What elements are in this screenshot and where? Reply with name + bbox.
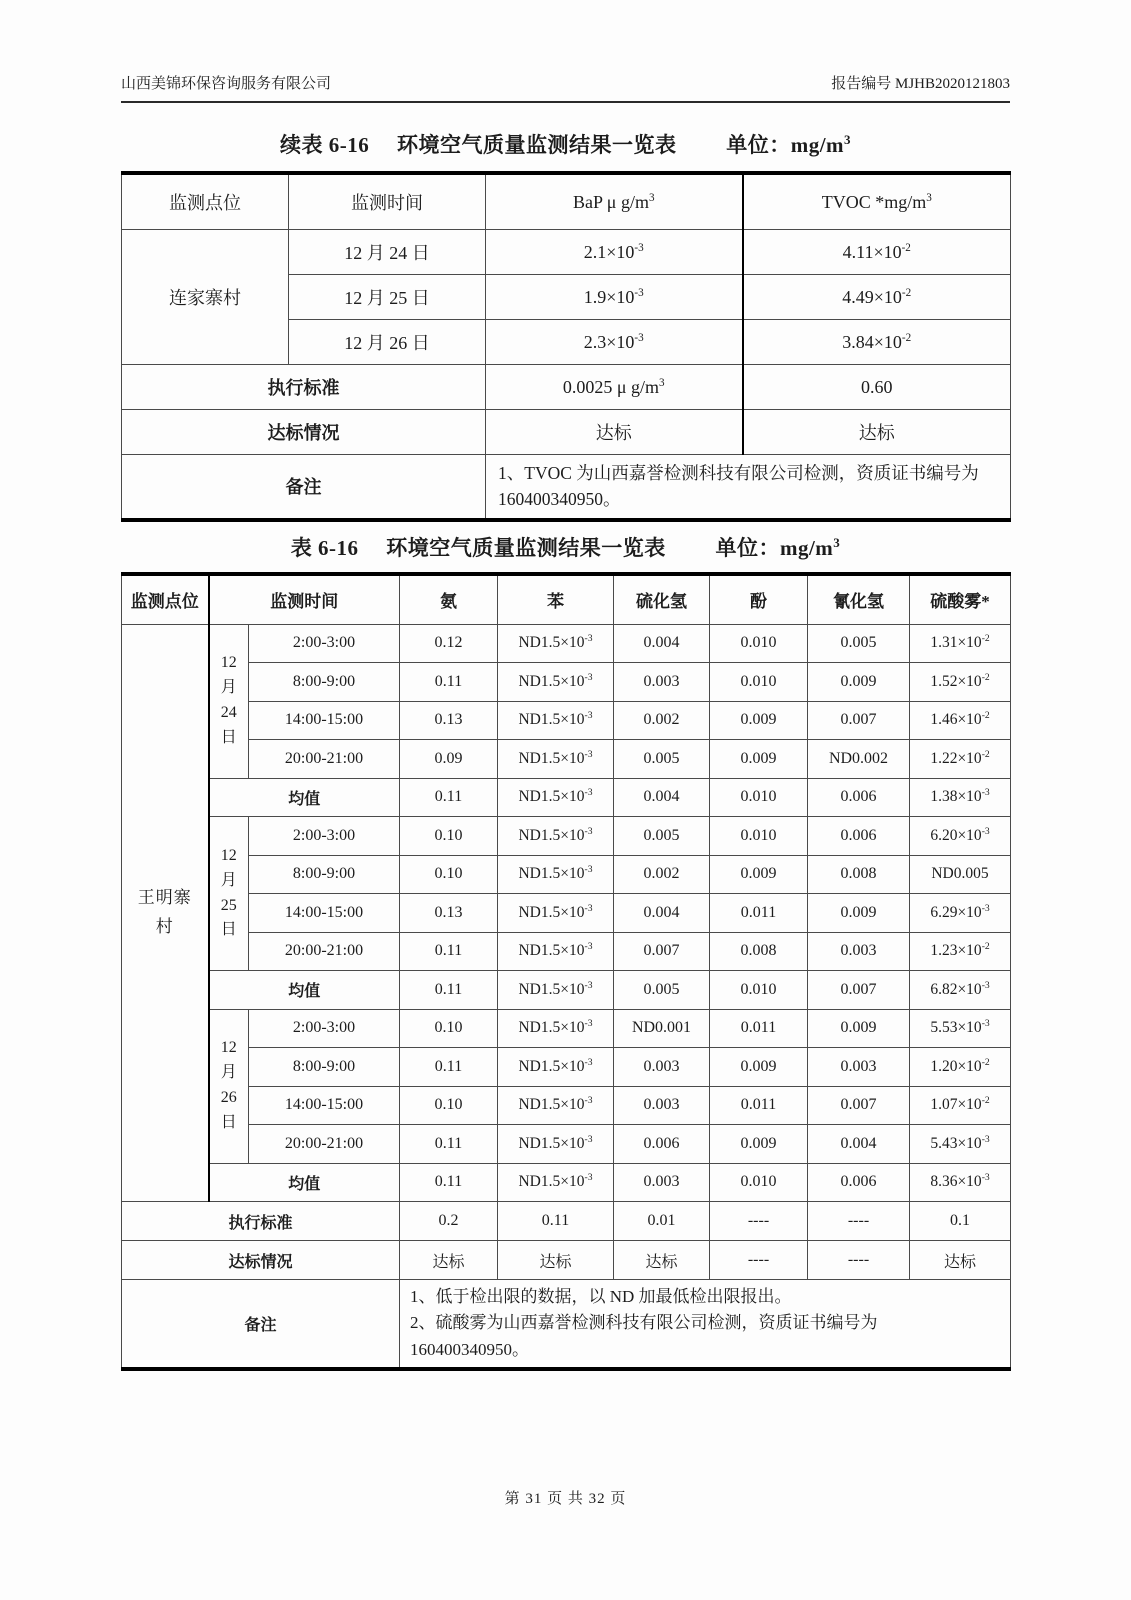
time-cell: 20:00-21:00 xyxy=(249,740,400,779)
date-line: 12 xyxy=(220,1039,237,1057)
value-cell: $ND1.5\times 10^{-3}$ xyxy=(498,932,614,971)
value-cell: 0.010 xyxy=(710,663,808,702)
table1-compliance-row xyxy=(122,410,1011,455)
compliance-value-cell: ---- xyxy=(710,1241,808,1280)
value-cell: $1.20\times 10^{-2}$ xyxy=(910,1048,1011,1087)
value-cell: 0.004 xyxy=(808,1125,910,1164)
standard-label: 执行标准 xyxy=(122,1202,400,1241)
standard-bap-cell: 0.0025 μ $g/m^3$ xyxy=(486,365,743,410)
value-cell: 0.010 xyxy=(710,624,808,663)
table2-mean-row xyxy=(122,778,1011,817)
page-header xyxy=(121,0,1010,103)
value-cell: $ND1.5\times 10^{-3}$ xyxy=(498,855,614,894)
table2-header-hcn: 氰化氢 xyxy=(808,574,910,625)
time-cell: 2:00-3:00 xyxy=(249,624,400,663)
value-cell: 0.009 xyxy=(710,855,808,894)
time-cell: 14:00-15:00 xyxy=(249,894,400,933)
value-cell: 0.10 xyxy=(400,1086,498,1125)
table1-title-prefix: 续表 6-16 xyxy=(279,133,370,157)
table1-row xyxy=(122,230,1011,275)
mean-value-cell: 0.003 xyxy=(614,1163,710,1202)
value-cell: 0.004 xyxy=(614,624,710,663)
table2-mean-row xyxy=(122,971,1011,1010)
value-cell: 0.005 xyxy=(614,740,710,779)
date-line: 12 xyxy=(220,846,237,864)
time-cell: 14:00-15:00 xyxy=(249,1086,400,1125)
table2-title xyxy=(121,532,1010,562)
value-cell: 0.007 xyxy=(614,932,710,971)
compliance-value-cell: 达标 xyxy=(400,1241,498,1280)
mean-value-cell: 0.11 xyxy=(400,1163,498,1202)
table2-row xyxy=(122,932,1011,971)
value-cell: 0.10 xyxy=(400,817,498,856)
value-cell: $ND1.5\times 10^{-3}$ xyxy=(498,894,614,933)
table2-header-h2s: 硫化氢 xyxy=(614,574,710,625)
table1-title-unit: 单位：$mg/m^3$ xyxy=(726,132,852,157)
value-cell: 0.007 xyxy=(808,1086,910,1125)
table1-standard-row xyxy=(122,365,1011,410)
mean-value-cell: $ND1.5\times 10^{-3}$ xyxy=(498,778,614,817)
table2-row xyxy=(122,894,1011,933)
value-cell: 0.003 xyxy=(614,663,710,702)
value-cell: $1.23\times 10^{-2}$ xyxy=(910,932,1011,971)
table2-compliance-row xyxy=(122,1241,1011,1280)
tvoc-value-cell: $4.11\times 10^{-2}$ xyxy=(743,230,1011,275)
table2-header-phenol: 酚 xyxy=(710,574,808,625)
value-cell: $5.43\times 10^{-3}$ xyxy=(910,1125,1011,1164)
table2-row xyxy=(122,663,1011,702)
date-line: 日 xyxy=(220,921,237,939)
value-cell: 0.13 xyxy=(400,894,498,933)
standard-label: 执行标准 xyxy=(122,365,486,410)
table2-title-prefix: 表 6-16 xyxy=(290,535,359,560)
value-cell: 0.011 xyxy=(710,1086,808,1125)
compliance-value-cell: ---- xyxy=(808,1241,910,1280)
remark-line: 2、硫酸雾为山西嘉誉检测科技有限公司检测，资质证书编号为 160400340950。 xyxy=(410,1313,878,1359)
company-name: 山西美锦环保咨询服务有限公司 xyxy=(121,76,332,92)
standard-value-cell: 0.1 xyxy=(910,1202,1011,1241)
date-cell: 12 月 24 日 xyxy=(289,230,486,275)
value-cell: ND0.002 xyxy=(808,740,910,779)
mean-value-cell: 0.006 xyxy=(808,778,910,817)
value-cell: 0.11 xyxy=(400,932,498,971)
time-cell: 8:00-9:00 xyxy=(249,1048,400,1087)
table1-remark-row xyxy=(122,455,1011,520)
value-cell: $ND1.5\times 10^{-3}$ xyxy=(498,663,614,702)
table2-remark-row xyxy=(122,1280,1011,1370)
value-cell: 0.009 xyxy=(710,701,808,740)
value-cell: ND0.001 xyxy=(614,1009,710,1048)
date-cell: 12 月 25 日 xyxy=(289,275,486,320)
value-cell: 0.10 xyxy=(400,1009,498,1048)
table1-header-tvoc: TVOC $*mg/m^3$ xyxy=(743,173,1011,230)
table1-header-bap: BaP μ $g/m^3$ xyxy=(486,173,743,230)
value-cell: 0.006 xyxy=(808,817,910,856)
value-cell: 0.09 xyxy=(400,740,498,779)
table1-header-row xyxy=(122,173,1011,230)
table1-title-main: 环境空气质量监测结果一览表 xyxy=(396,133,677,157)
compliance-bap-cell: 达标 xyxy=(486,410,743,455)
value-cell: 0.009 xyxy=(710,1048,808,1087)
table2-title-main: 环境空气质量监测结果一览表 xyxy=(386,535,666,560)
date-line: 月 xyxy=(220,679,237,697)
table1-header-time: 监测时间 xyxy=(289,173,486,230)
mean-label: 均值 xyxy=(209,971,400,1010)
value-cell: 0.003 xyxy=(808,1048,910,1087)
value-cell: 0.002 xyxy=(614,855,710,894)
value-cell: $6.20\times 10^{-3}$ xyxy=(910,817,1011,856)
time-cell: 8:00-9:00 xyxy=(249,663,400,702)
mean-value-cell: 0.007 xyxy=(808,971,910,1010)
mean-value-cell: 0.006 xyxy=(808,1163,910,1202)
mean-value-cell: $1.38\times 10^{-3}$ xyxy=(910,778,1011,817)
compliance-value-cell: 达标 xyxy=(498,1241,614,1280)
value-cell: 0.11 xyxy=(400,1125,498,1164)
date-line: 25 xyxy=(220,896,237,914)
mean-value-cell: 0.010 xyxy=(710,971,808,1010)
value-cell: $ND1.5\times 10^{-3}$ xyxy=(498,1009,614,1048)
bap-value-cell: $1.9\times 10^{-3}$ xyxy=(486,275,743,320)
date-line: 12 xyxy=(220,654,237,672)
date-line: 月 xyxy=(220,1064,237,1082)
compliance-value-cell: 达标 xyxy=(910,1241,1011,1280)
value-cell: 0.005 xyxy=(614,817,710,856)
value-cell: $5.53\times 10^{-3}$ xyxy=(910,1009,1011,1048)
table2-header-site: 监测点位 xyxy=(122,574,209,625)
table2-standard-row xyxy=(122,1202,1011,1241)
value-cell: 0.003 xyxy=(614,1048,710,1087)
value-cell: 0.11 xyxy=(400,663,498,702)
page-footer xyxy=(0,1487,1131,1508)
tvoc-value-cell: $4.49\times 10^{-2}$ xyxy=(743,275,1011,320)
bap-value-cell: $2.1\times 10^{-3}$ xyxy=(486,230,743,275)
value-cell: $ND1.5\times 10^{-3}$ xyxy=(498,624,614,663)
mean-value-cell: 0.005 xyxy=(614,971,710,1010)
mean-value-cell: 0.004 xyxy=(614,778,710,817)
mean-value-cell: $6.82\times 10^{-3}$ xyxy=(910,971,1011,1010)
report-number: 报告编号 MJHB2020121803 xyxy=(831,76,1010,92)
mean-value-cell: $ND1.5\times 10^{-3}$ xyxy=(498,1163,614,1202)
standard-value-cell: 0.2 xyxy=(400,1202,498,1241)
table1-header-site: 监测点位 xyxy=(122,173,289,230)
value-cell: 0.009 xyxy=(710,740,808,779)
value-cell: 0.009 xyxy=(710,1125,808,1164)
time-cell: 20:00-21:00 xyxy=(249,932,400,971)
table2-row xyxy=(122,1009,1011,1048)
value-cell: 0.009 xyxy=(808,663,910,702)
compliance-label: 达标情况 xyxy=(122,410,486,455)
value-cell: $ND1.5\times 10^{-3}$ xyxy=(498,817,614,856)
value-cell: $1.22\times 10^{-2}$ xyxy=(910,740,1011,779)
mean-value-cell: 0.010 xyxy=(710,1163,808,1202)
value-cell: $ND1.5\times 10^{-3}$ xyxy=(498,1125,614,1164)
date-line: 26 xyxy=(220,1089,237,1106)
bap-value-cell: $2.3\times 10^{-3}$ xyxy=(486,320,743,365)
table2-header-time: 监测时间 xyxy=(209,574,400,625)
remark-label: 备注 xyxy=(122,1280,400,1370)
value-cell: 0.011 xyxy=(710,894,808,933)
value-cell: 0.003 xyxy=(614,1086,710,1125)
date-cell: 12 月 26 日 xyxy=(289,320,486,365)
remark-text: 1、TVOC 为山西嘉誉检测科技有限公司检测，资质证书编号为 160400340950。 xyxy=(486,455,1011,520)
remark-line: 1、低于检出限的数据，以 ND 加最低检出限报出。 xyxy=(410,1287,792,1306)
value-cell: 0.11 xyxy=(400,1048,498,1087)
value-cell: 0.006 xyxy=(614,1125,710,1164)
date-line: 月 xyxy=(220,871,237,889)
value-cell: 0.009 xyxy=(808,894,910,933)
standard-value-cell: 0.11 xyxy=(498,1202,614,1241)
value-cell: 0.011 xyxy=(710,1009,808,1048)
date-line: 日 xyxy=(220,1113,237,1131)
mean-value-cell: 0.010 xyxy=(710,778,808,817)
mean-value-cell: 0.11 xyxy=(400,778,498,817)
date-cell xyxy=(209,1009,249,1163)
value-cell: 0.008 xyxy=(808,855,910,894)
value-cell: $1.31\times 10^{-2}$ xyxy=(910,624,1011,663)
value-cell: 0.12 xyxy=(400,624,498,663)
compliance-tvoc-cell: 达标 xyxy=(743,410,1011,455)
table2-row xyxy=(122,1048,1011,1087)
site-cell: 王明寨村 xyxy=(122,624,209,1202)
table2-row xyxy=(122,1086,1011,1125)
mean-label: 均值 xyxy=(209,778,400,817)
table2-header-nh3: 氨 xyxy=(400,574,498,625)
mean-value-cell: 0.11 xyxy=(400,971,498,1010)
value-cell: 0.005 xyxy=(808,624,910,663)
value-cell: 0.004 xyxy=(614,894,710,933)
value-cell: $ND1.5\times 10^{-3}$ xyxy=(498,1086,614,1125)
value-cell: 0.008 xyxy=(710,932,808,971)
standard-value-cell: ---- xyxy=(808,1202,910,1241)
value-cell: 0.13 xyxy=(400,701,498,740)
table1-title xyxy=(121,129,1010,159)
value-cell: 0.009 xyxy=(808,1009,910,1048)
date-line: 日 xyxy=(220,728,237,746)
table2-header-row xyxy=(122,574,1011,625)
table2-row xyxy=(122,624,1011,663)
table2-row xyxy=(122,817,1011,856)
standard-tvoc-cell: 0.60 xyxy=(743,365,1011,410)
date-cell xyxy=(209,624,249,778)
standard-value-cell: 0.01 xyxy=(614,1202,710,1241)
value-cell: 0.002 xyxy=(614,701,710,740)
value-cell: $ND1.5\times 10^{-3}$ xyxy=(498,701,614,740)
value-cell: $1.52\times 10^{-2}$ xyxy=(910,663,1011,702)
value-cell: ND0.005 xyxy=(910,855,1011,894)
remark-text xyxy=(400,1280,1011,1370)
standard-value-cell: ---- xyxy=(710,1202,808,1241)
table2-row xyxy=(122,740,1011,779)
time-cell: 14:00-15:00 xyxy=(249,701,400,740)
time-cell: 2:00-3:00 xyxy=(249,1009,400,1048)
table2-row xyxy=(122,701,1011,740)
table2-row xyxy=(122,855,1011,894)
table2-header-benzene: 苯 xyxy=(498,574,614,625)
value-cell: $1.46\times 10^{-2}$ xyxy=(910,701,1011,740)
value-cell: 0.10 xyxy=(400,855,498,894)
table2-header-h2so4-mist: 硫酸雾* xyxy=(910,574,1011,625)
mean-label: 均值 xyxy=(209,1163,400,1202)
compliance-value-cell: 达标 xyxy=(614,1241,710,1280)
table2-title-unit: 单位：$mg/m^3$ xyxy=(715,534,841,560)
air-quality-table-continued xyxy=(121,171,1011,522)
value-cell: 0.007 xyxy=(808,701,910,740)
site-cell: 连家寨村 xyxy=(122,230,289,365)
tvoc-value-cell: $3.84\times 10^{-2}$ xyxy=(743,320,1011,365)
value-cell: $1.07\times 10^{-2}$ xyxy=(910,1086,1011,1125)
compliance-label: 达标情况 xyxy=(122,1241,400,1280)
time-cell: 8:00-9:00 xyxy=(249,855,400,894)
table2-row xyxy=(122,1125,1011,1164)
remark-label: 备注 xyxy=(122,455,486,520)
value-cell: $6.29\times 10^{-3}$ xyxy=(910,894,1011,933)
value-cell: $ND1.5\times 10^{-3}$ xyxy=(498,740,614,779)
date-cell xyxy=(209,817,249,971)
page-number: 第 31 页 共 32 页 xyxy=(504,1491,627,1507)
value-cell: 0.003 xyxy=(808,932,910,971)
table2-mean-row xyxy=(122,1163,1011,1202)
air-quality-table xyxy=(121,572,1011,1372)
value-cell: 0.010 xyxy=(710,817,808,856)
value-cell: $ND1.5\times 10^{-3}$ xyxy=(498,1048,614,1087)
mean-value-cell: $ND1.5\times 10^{-3}$ xyxy=(498,971,614,1010)
date-line: 24 xyxy=(220,704,237,721)
time-cell: 20:00-21:00 xyxy=(249,1125,400,1164)
mean-value-cell: $8.36\times 10^{-3}$ xyxy=(910,1163,1011,1202)
time-cell: 2:00-3:00 xyxy=(249,817,400,856)
